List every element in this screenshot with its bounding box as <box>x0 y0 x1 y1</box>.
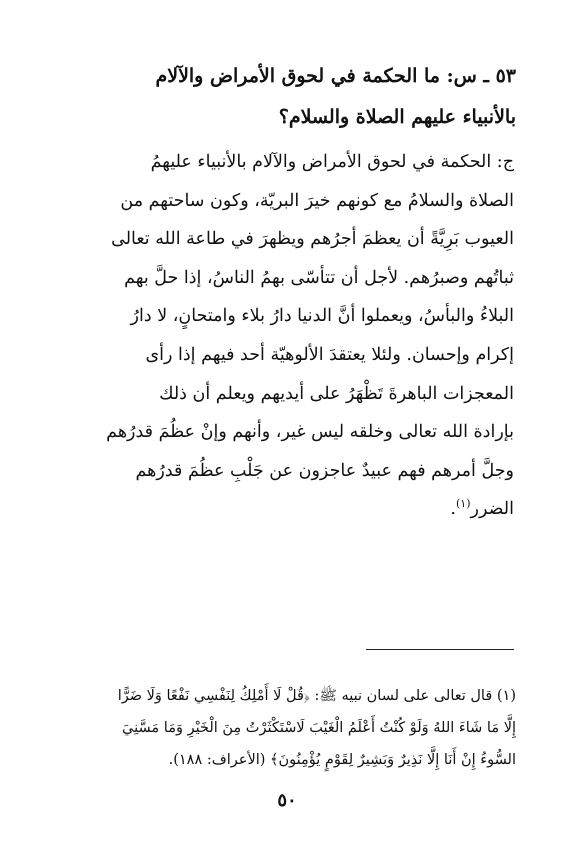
answer-line: البلاءُ والبأسُ، ويعملوا أنَّ الدنيا دارُ بلاء وامتحانٍ، لا دارُ <box>130 306 514 327</box>
answer-line: الضرر <box>470 499 514 520</box>
question-line-2: بالأنبياء عليهم الصلاة والسلام؟ <box>278 106 516 128</box>
answer-last-line: الضرر$^{(١)}$. <box>450 497 514 520</box>
answer-line: المعجزات الباهرةَ تَظْهَرُ على أيديهم ويعلم أن ذلك <box>159 383 514 404</box>
answer-line: الصلاة والسلامُ مع كونهم خيرَ البريّة، وكون ساحتهم من <box>120 190 514 211</box>
answer-line: بإرادة الله تعالى وخلقه ليس غير، وأنهم وإنْ عظُمَ قدرُهم <box>106 422 514 443</box>
footnote-line: (١) قال تعالى على لسان نبيه ﷺ: ﴿قُلْ لَا أَمْلِكُ لِنَفْسِي نَفْعًا وَلَا ضَرًّا <box>117 688 516 704</box>
footnote-line: السُّوءُ إِنْ أَنَا إِلَّا نَذِيرٌ وَبَشِيرٌ لِقَوْمٍ يُؤْمِنُونَ﴾ (الأعراف: ١٨٨). <box>168 752 516 768</box>
answer-line: إكرام وإحسان. ولئلا يعتقدَ الألوهيّة أحد فيهم إذا رأى <box>145 344 514 365</box>
answer-line: ج: الحكمة في لحوق الأمراض والآلام بالأنبياء عليهمُ <box>150 152 514 172</box>
page-number: ٥٠ <box>277 790 297 811</box>
footnote <box>62 680 516 776</box>
footnote-reference[interactable]: (١) <box>456 497 471 511</box>
footnote-separator <box>366 649 514 650</box>
footnote-line: إِلَّا مَا شَاءَ اللهُ وَلَوْ كُنْتُ أَعْلَمُ الْغَيْبَ لَاسْتَكْثَرْتُ مِنَ الْخَيْرِ وَمَا مَسَّنِيَ <box>122 720 516 736</box>
answer-line: ثباتُهم وصبرُهم. لأجل أن تتأسّى بهمُ الناسُ، إذا حلَّ بهم <box>124 267 514 288</box>
question-heading <box>60 56 516 138</box>
answer-paragraph <box>56 143 514 529</box>
answer-line: العيوب بَرِيَّةً أن يعظمَ أجرُهم ويظهرَ في طاعة الله تعالى <box>111 229 514 250</box>
question-line-1: ٥٣ ـ س: ما الحكمة في لحوق الأمراض والآلام <box>155 65 516 87</box>
answer-line: وجلَّ أمرهم فهم عبيدٌ عاجزون عن جَلْبِ عظُمَ قدرُهم <box>135 460 514 481</box>
